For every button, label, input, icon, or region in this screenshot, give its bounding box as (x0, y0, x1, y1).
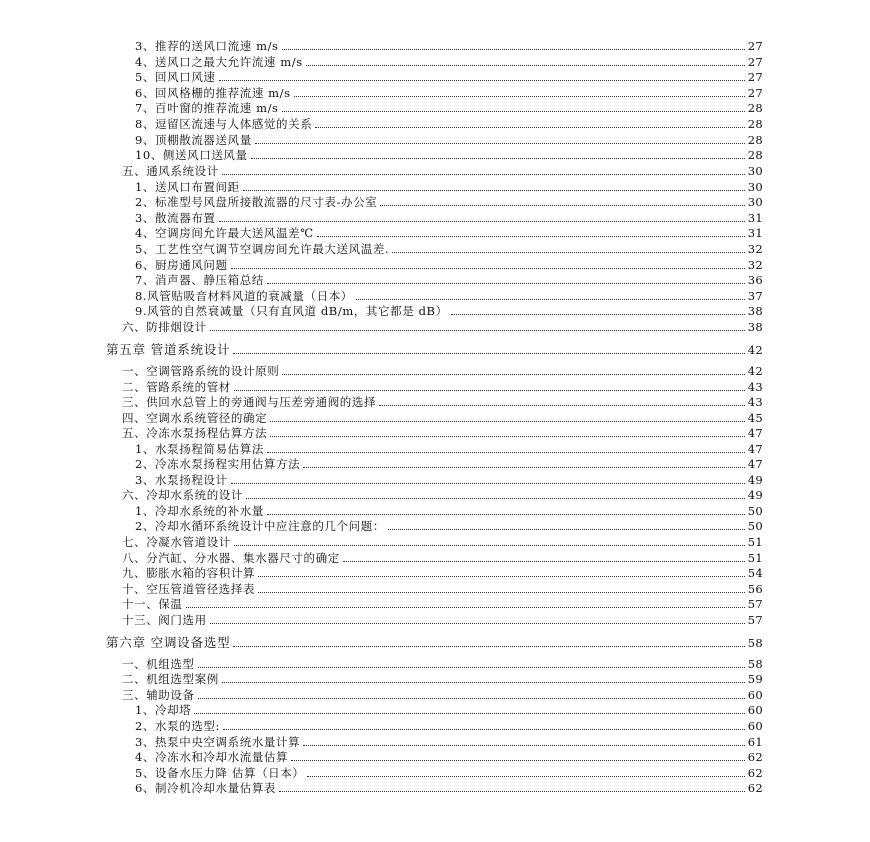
toc-entry-label: 5、工艺性空气调节空调房间允许最大送风温差. (135, 242, 390, 256)
toc-entry (135, 519, 763, 533)
toc-entry-label: 第六章 空调设备选型 (106, 635, 231, 650)
toc-page-number: 28 (747, 101, 763, 115)
dot-leader (231, 268, 745, 269)
toc-page-number: 28 (747, 117, 763, 131)
toc-entry (135, 86, 763, 100)
toc-entry-label: 1、冷却水系统的补水量 (135, 504, 264, 518)
toc-entry (135, 70, 763, 84)
toc-page-number: 38 (747, 320, 763, 334)
toc-page-number: 56 (747, 582, 763, 596)
dot-leader (380, 205, 744, 206)
toc-entry-label: 十三、阀门选用 (122, 613, 207, 627)
toc-entry-label: 二、机组选型案例 (122, 672, 219, 686)
toc-entry-label: 五、冷冻水泵扬程估算方法 (122, 426, 268, 440)
dot-leader (267, 283, 745, 284)
toc-entry-label: 1、水泵扬程简易估算法 (135, 442, 264, 456)
toc-page-number: 27 (747, 55, 763, 69)
toc-entry-label: 3、热泵中央空调系统水量计算 (135, 735, 301, 749)
toc-page-number: 30 (747, 180, 763, 194)
toc-entry (135, 750, 763, 764)
toc-page-number: 27 (747, 86, 763, 100)
toc-entry-label: 2、标准型号风盘所接散流器的尺寸表-办公室 (135, 195, 378, 209)
toc-entry (122, 688, 763, 702)
toc-entry (135, 504, 763, 518)
toc-entry (122, 566, 763, 580)
toc-entry (135, 735, 763, 749)
toc-entry-label: 1、冷却塔 (135, 703, 192, 717)
toc-page-number: 36 (747, 273, 763, 287)
dot-leader (270, 421, 745, 422)
dot-leader (233, 353, 744, 354)
toc-entry-label: 六、防排烟设计 (122, 320, 207, 334)
toc-entry-label: 9.风管的自然衰减量（只有直风道 dB/m，其它都是 dB） (135, 304, 448, 318)
toc-entry (135, 55, 763, 69)
dot-leader (270, 436, 745, 437)
toc-page-number: 60 (747, 719, 763, 733)
toc-page-number: 42 (747, 343, 763, 357)
toc-page-number: 57 (747, 597, 763, 611)
toc-page-number: 62 (747, 766, 763, 780)
toc-page-number: 43 (747, 380, 763, 394)
toc-entry-label: 三、辅助设备 (122, 688, 195, 702)
dot-leader (210, 330, 745, 331)
toc-entry (122, 380, 763, 394)
toc-entry (135, 180, 763, 194)
toc-entry-label: 8.风管贴吸音材料风道的衰减量（日本） (135, 289, 353, 303)
toc-entry-label: 5、设备水压力降 估算（日本） (135, 766, 305, 780)
dot-leader (219, 80, 745, 81)
toc-entry-label: 九、膨胀水箱的容积计算 (122, 566, 256, 580)
toc-page-number: 32 (747, 242, 763, 256)
dot-leader (198, 667, 745, 668)
toc-entry (122, 613, 763, 627)
dot-leader (282, 111, 745, 112)
toc-page-number: 30 (747, 164, 763, 178)
toc-entry (122, 657, 763, 671)
toc-entry (135, 117, 763, 131)
dot-leader (294, 96, 745, 97)
dot-leader (317, 236, 745, 237)
toc-page-number: 62 (747, 750, 763, 764)
toc-entry (135, 473, 763, 487)
toc-entry-label: 八、分汽缸、分水器、集水器尺寸的确定 (122, 551, 340, 565)
toc-page-number: 54 (747, 566, 763, 580)
toc-page-number: 30 (747, 195, 763, 209)
toc-entry-label: 6、回风格栅的推荐流速 m/s (135, 86, 291, 100)
toc-page-number: 27 (747, 39, 763, 53)
dot-leader (186, 607, 745, 608)
toc-entry (135, 304, 763, 318)
toc-page-number: 60 (747, 703, 763, 717)
dot-leader (222, 174, 745, 175)
toc-entry-label: 第五章 管道系统设计 (106, 342, 231, 357)
dot-leader (303, 467, 745, 468)
dot-leader (246, 498, 745, 499)
toc-entry (135, 703, 763, 717)
toc-entry-label: 一、空调管路系统的设计原则 (122, 364, 280, 378)
toc-entry-label: 3、推荐的送风口流速 m/s (135, 39, 279, 53)
toc-entry-label: 3、水泵扬程设计 (135, 473, 228, 487)
toc-page-number: 60 (747, 688, 763, 702)
dot-leader (279, 791, 745, 792)
toc-entry-label: 二、管路系统的管材 (122, 380, 231, 394)
toc-entry-label: 一、机组选型 (122, 657, 195, 671)
toc-entry-label: 四、空调水系统管径的确定 (122, 411, 268, 425)
toc-entry (122, 320, 763, 334)
toc-entry-label: 4、送风口之最大允许流速 m/s (135, 55, 303, 69)
dot-leader (379, 405, 745, 406)
dot-leader (307, 776, 744, 777)
dot-leader (231, 483, 745, 484)
dot-leader (243, 190, 745, 191)
dot-leader (258, 576, 745, 577)
toc-page-number: 47 (747, 457, 763, 471)
dot-leader (267, 452, 745, 453)
toc-entry-label: 1、送风口布置间距 (135, 180, 240, 194)
toc-page-number: 49 (747, 473, 763, 487)
toc-page-number: 31 (747, 211, 763, 225)
dot-leader (388, 529, 745, 530)
toc-entry (135, 148, 763, 162)
dot-leader (392, 252, 745, 253)
toc-entry (122, 672, 763, 686)
toc-page-number: 28 (747, 148, 763, 162)
dot-leader (356, 299, 745, 300)
toc-entry (135, 242, 763, 256)
toc-entry-label: 3、散流器布置 (135, 211, 216, 225)
toc-entry (135, 781, 763, 795)
toc-page-number: 47 (747, 442, 763, 456)
dot-leader (222, 682, 745, 683)
toc-entry-label: 6、制冷机冷却水量估算表 (135, 781, 277, 795)
dot-leader (219, 221, 745, 222)
toc-entry-label: 十、空压管道管径选择表 (122, 582, 256, 596)
toc-entry (122, 597, 763, 611)
toc-page-number: 51 (747, 535, 763, 549)
toc-entry (122, 426, 763, 440)
toc-page-number: 31 (747, 226, 763, 240)
dot-leader (315, 127, 744, 128)
toc-entry (135, 211, 763, 225)
toc-entry (122, 535, 763, 549)
toc-entry-label: 六、冷却水系统的设计 (122, 488, 243, 502)
toc-page-number: 28 (747, 133, 763, 147)
toc-entry (135, 195, 763, 209)
toc-entry-label: 七、冷凝水管道设计 (122, 535, 231, 549)
toc-entry-label: 三、供回水总管上的旁通阀与压差旁通阀的选择 (122, 395, 377, 409)
dot-leader (451, 314, 745, 315)
toc-entry (135, 133, 763, 147)
dot-leader (234, 390, 745, 391)
toc-entry (122, 582, 763, 596)
dot-leader (223, 729, 745, 730)
toc-entry (135, 719, 763, 733)
dot-leader (267, 514, 745, 515)
toc-entry (135, 273, 763, 287)
toc-entry (122, 551, 763, 565)
toc-entry-label: 9、顶棚散流器送风量 (135, 133, 252, 147)
toc-page-number: 27 (747, 70, 763, 84)
toc-page-number: 42 (747, 364, 763, 378)
toc-entry (122, 164, 763, 178)
toc-page-number: 45 (747, 411, 763, 425)
toc-entry (122, 488, 763, 502)
toc-chapter-entry (106, 636, 763, 650)
toc-entry-label: 7、百叶窗的推荐流速 m/s (135, 101, 279, 115)
dot-leader (233, 646, 744, 647)
toc-entry (135, 442, 763, 456)
dot-leader (194, 713, 744, 714)
toc-page-number: 43 (747, 395, 763, 409)
dot-leader (282, 374, 744, 375)
toc-entry (135, 39, 763, 53)
toc-entry (135, 289, 763, 303)
toc-entry-label: 6、厨房通风问题 (135, 258, 228, 272)
toc-entry (122, 411, 763, 425)
toc-page-number: 51 (747, 551, 763, 565)
toc-entry (135, 101, 763, 115)
toc-entry (135, 457, 763, 471)
toc-entry (135, 766, 763, 780)
dot-leader (282, 49, 745, 50)
toc-page-number: 50 (747, 504, 763, 518)
dot-leader (343, 561, 745, 562)
dot-leader (306, 65, 745, 66)
toc-page-number: 61 (747, 735, 763, 749)
toc-entry (122, 395, 763, 409)
dot-leader (303, 745, 745, 746)
toc-entry (135, 226, 763, 240)
toc-page-number: 37 (747, 289, 763, 303)
toc-page-number: 47 (747, 426, 763, 440)
toc-page-number: 49 (747, 488, 763, 502)
toc-page-number: 58 (747, 657, 763, 671)
toc-entry-label: 5、回风口风速 (135, 70, 216, 84)
toc-entry (122, 364, 763, 378)
toc-page-number: 38 (747, 304, 763, 318)
toc-entry-label: 2、水泵的选型: (135, 719, 220, 733)
dot-leader (255, 143, 745, 144)
dot-leader (251, 158, 745, 159)
toc-entry-label: 10、侧送风口送风量 (135, 148, 248, 162)
dot-leader (291, 760, 745, 761)
toc-entry-label: 8、逗留区流速与人体感觉的关系 (135, 117, 313, 131)
toc-entry-label: 2、冷冻水泵扬程实用估算方法 (135, 457, 301, 471)
toc-entry-label: 7、消声器、静压箱总结 (135, 273, 264, 287)
dot-leader (210, 623, 745, 624)
toc-page-number: 58 (747, 636, 763, 650)
toc-page-number: 50 (747, 519, 763, 533)
toc-page-number: 62 (747, 781, 763, 795)
toc-entry-label: 4、空调房间允许最大送风温差℃ (135, 226, 314, 240)
toc-entry (135, 258, 763, 272)
toc-chapter-entry (106, 343, 763, 357)
toc-entry-label: 4、冷冻水和冷却水流量估算 (135, 750, 289, 764)
toc-page-number: 57 (747, 613, 763, 627)
dot-leader (198, 698, 745, 699)
dot-leader (258, 592, 745, 593)
toc-page-number: 59 (747, 672, 763, 686)
toc-entry-label: 十一、保温 (122, 597, 183, 611)
toc-page-number: 32 (747, 258, 763, 272)
toc-entry-label: 五、通风系统设计 (122, 164, 219, 178)
toc-entry-label: 2、冷却水循环系统设计中应注意的几个问题： (135, 519, 385, 533)
dot-leader (234, 545, 745, 546)
